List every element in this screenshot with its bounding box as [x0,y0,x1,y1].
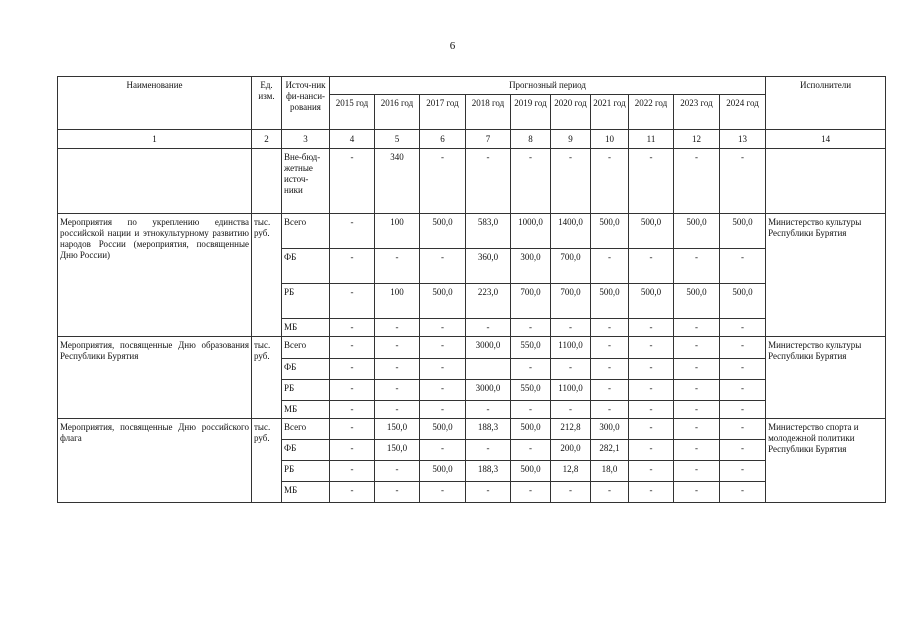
value-cell: - [420,401,466,419]
value-cell: 700,0 [511,284,551,319]
value-cell: 188,3 [466,461,511,482]
source-cell: Всего [282,214,330,249]
value-cell: - [629,337,674,359]
value-cell: - [674,149,720,214]
value-cell: - [551,359,591,380]
column-number: 13 [720,130,766,149]
value-cell: - [551,319,591,337]
value-cell: - [591,380,629,401]
value-cell: - [629,401,674,419]
column-number: 5 [375,130,420,149]
value-cell: 3000,0 [466,380,511,401]
value-cell: 550,0 [511,380,551,401]
value-cell: - [420,482,466,503]
value-cell: 200,0 [551,440,591,461]
value-cell: 18,0 [591,461,629,482]
column-number: 14 [766,130,886,149]
value-cell: - [330,401,375,419]
value-cell: - [720,380,766,401]
unit-cell: тыс. руб. [252,419,282,503]
value-cell: 300,0 [511,249,551,284]
header-period: Прогнозный период [330,77,766,95]
value-cell: - [511,401,551,419]
header-unit: Ед. изм. [252,77,282,130]
value-cell: 500,0 [420,419,466,440]
header-year: 2019 год [511,95,551,130]
value-cell: - [674,419,720,440]
value-cell: - [551,401,591,419]
value-cell: - [330,319,375,337]
value-cell: - [330,380,375,401]
source-cell: РБ [282,380,330,401]
value-cell: - [420,359,466,380]
value-cell: 583,0 [466,214,511,249]
header-year: 2017 год [420,95,466,130]
value-cell: 500,0 [720,284,766,319]
value-cell: - [511,149,551,214]
value-cell: - [375,401,420,419]
value-cell: - [591,337,629,359]
value-cell [466,359,511,380]
value-cell: - [420,149,466,214]
value-cell: - [420,440,466,461]
header-year: 2024 год [720,95,766,130]
program-table [57,76,886,503]
source-cell: ФБ [282,249,330,284]
value-cell: - [720,249,766,284]
unit-cell: тыс. руб. [252,337,282,419]
column-number: 12 [674,130,720,149]
value-cell: - [629,440,674,461]
column-number: 9 [551,130,591,149]
value-cell: 100 [375,284,420,319]
value-cell: 550,0 [511,337,551,359]
value-cell: - [375,380,420,401]
value-cell: - [674,249,720,284]
value-cell: 500,0 [674,284,720,319]
unit-cell-empty [252,149,282,214]
value-cell: - [674,461,720,482]
value-cell: - [629,461,674,482]
value-cell: - [330,359,375,380]
value-cell: - [674,337,720,359]
source-cell: Всего [282,337,330,359]
value-cell: - [330,337,375,359]
source-cell: РБ [282,284,330,319]
table-row [58,337,886,359]
value-cell: 100 [375,214,420,249]
value-cell: - [629,319,674,337]
header-executors: Исполнители [766,77,886,130]
value-cell: 212,8 [551,419,591,440]
value-cell: - [629,380,674,401]
header-year: 2015 год [330,95,375,130]
value-cell: - [591,482,629,503]
value-cell: - [511,319,551,337]
value-cell: 150,0 [375,419,420,440]
value-cell: - [629,149,674,214]
value-cell: - [420,380,466,401]
value-cell: 12,8 [551,461,591,482]
executor-cell: Министерство спорта и молодежной политики Республики Бурятия [766,419,886,503]
value-cell: - [591,149,629,214]
value-cell: - [674,440,720,461]
source-cell: МБ [282,482,330,503]
value-cell: - [720,461,766,482]
value-cell: - [720,319,766,337]
value-cell: 500,0 [511,419,551,440]
value-cell: 500,0 [591,214,629,249]
header-year: 2021 год [591,95,629,130]
value-cell: - [720,401,766,419]
value-cell: - [674,359,720,380]
value-cell: 340 [375,149,420,214]
column-number: 11 [629,130,674,149]
value-cell: - [330,419,375,440]
value-cell: - [674,401,720,419]
value-cell: 3000,0 [466,337,511,359]
value-cell: - [720,359,766,380]
value-cell: - [330,214,375,249]
value-cell: - [591,359,629,380]
measure-name: Мероприятия по укреплению единства российской нации и этнокультурному развитию народов России (мероприятия, посвященные Дню России) [58,214,252,337]
name-cell-empty [58,149,252,214]
value-cell: 1000,0 [511,214,551,249]
source-cell: ФБ [282,440,330,461]
value-cell: - [375,482,420,503]
source-cell: МБ [282,401,330,419]
value-cell: 500,0 [420,461,466,482]
value-cell: - [466,401,511,419]
value-cell: - [629,249,674,284]
executor-cell-empty [766,149,886,214]
source-cell: МБ [282,319,330,337]
value-cell: 500,0 [674,214,720,249]
value-cell: - [375,461,420,482]
value-cell: - [330,249,375,284]
value-cell: - [720,149,766,214]
header-year: 2023 год [674,95,720,130]
value-cell: 1100,0 [551,337,591,359]
header-name: Наименование [58,77,252,130]
source-cell: Вне-бюд-жетные источ-ники [282,149,330,214]
value-cell: - [466,149,511,214]
header-row [58,77,886,95]
value-cell: - [466,482,511,503]
value-cell: 1400,0 [551,214,591,249]
column-number: 10 [591,130,629,149]
value-cell: - [591,319,629,337]
value-cell: 223,0 [466,284,511,319]
value-cell: - [674,482,720,503]
value-cell: - [375,337,420,359]
value-cell: - [591,401,629,419]
value-cell: 500,0 [629,284,674,319]
value-cell: - [720,440,766,461]
value-cell: - [629,359,674,380]
value-cell: 500,0 [511,461,551,482]
value-cell: - [330,149,375,214]
value-cell: - [420,337,466,359]
column-number: 6 [420,130,466,149]
value-cell: - [674,319,720,337]
value-cell: 282,1 [591,440,629,461]
unit-cell: тыс. руб. [252,214,282,337]
source-cell: Всего [282,419,330,440]
value-cell: - [511,359,551,380]
column-number: 8 [511,130,551,149]
value-cell: 500,0 [420,284,466,319]
value-cell: 1100,0 [551,380,591,401]
measure-name: Мероприятия, посвященные Дню образования Республики Бурятия [58,337,252,419]
value-cell: 500,0 [720,214,766,249]
value-cell: - [330,440,375,461]
value-cell: - [551,149,591,214]
value-cell: - [375,359,420,380]
value-cell: 300,0 [591,419,629,440]
value-cell: - [330,284,375,319]
value-cell: - [466,440,511,461]
header-source: Источ-ник фи-нанси-рования [282,77,330,130]
value-cell: 500,0 [420,214,466,249]
executor-cell: Министерство культуры Республики Бурятия [766,214,886,337]
value-cell: 700,0 [551,284,591,319]
value-cell: - [629,419,674,440]
value-cell: - [511,482,551,503]
value-cell: - [720,337,766,359]
column-number: 4 [330,130,375,149]
table-row [58,419,886,440]
header-year: 2022 год [629,95,674,130]
column-number: 3 [282,130,330,149]
value-cell: 188,3 [466,419,511,440]
table-row [58,149,886,214]
value-cell: - [511,440,551,461]
header-year: 2016 год [375,95,420,130]
source-cell: ФБ [282,359,330,380]
value-cell: - [330,482,375,503]
value-cell: - [591,249,629,284]
value-cell: - [420,249,466,284]
measure-name: Мероприятия, посвященные Дню российского флага [58,419,252,503]
column-number: 1 [58,130,252,149]
executor-cell: Министерство культуры Республики Бурятия [766,337,886,419]
value-cell: - [720,482,766,503]
column-number: 7 [466,130,511,149]
table-row [58,214,886,249]
value-cell: 150,0 [375,440,420,461]
value-cell: - [674,380,720,401]
column-number: 2 [252,130,282,149]
value-cell: - [375,249,420,284]
value-cell: 360,0 [466,249,511,284]
column-number-row [58,130,886,149]
header-year: 2020 год [551,95,591,130]
value-cell: - [720,419,766,440]
source-cell: РБ [282,461,330,482]
value-cell: - [466,319,511,337]
value-cell: - [375,319,420,337]
value-cell: 500,0 [591,284,629,319]
value-cell: - [420,319,466,337]
value-cell: 700,0 [551,249,591,284]
value-cell: - [551,482,591,503]
value-cell: - [330,461,375,482]
value-cell: 500,0 [629,214,674,249]
value-cell: - [629,482,674,503]
page-number: 6 [449,40,456,52]
header-year: 2018 год [466,95,511,130]
